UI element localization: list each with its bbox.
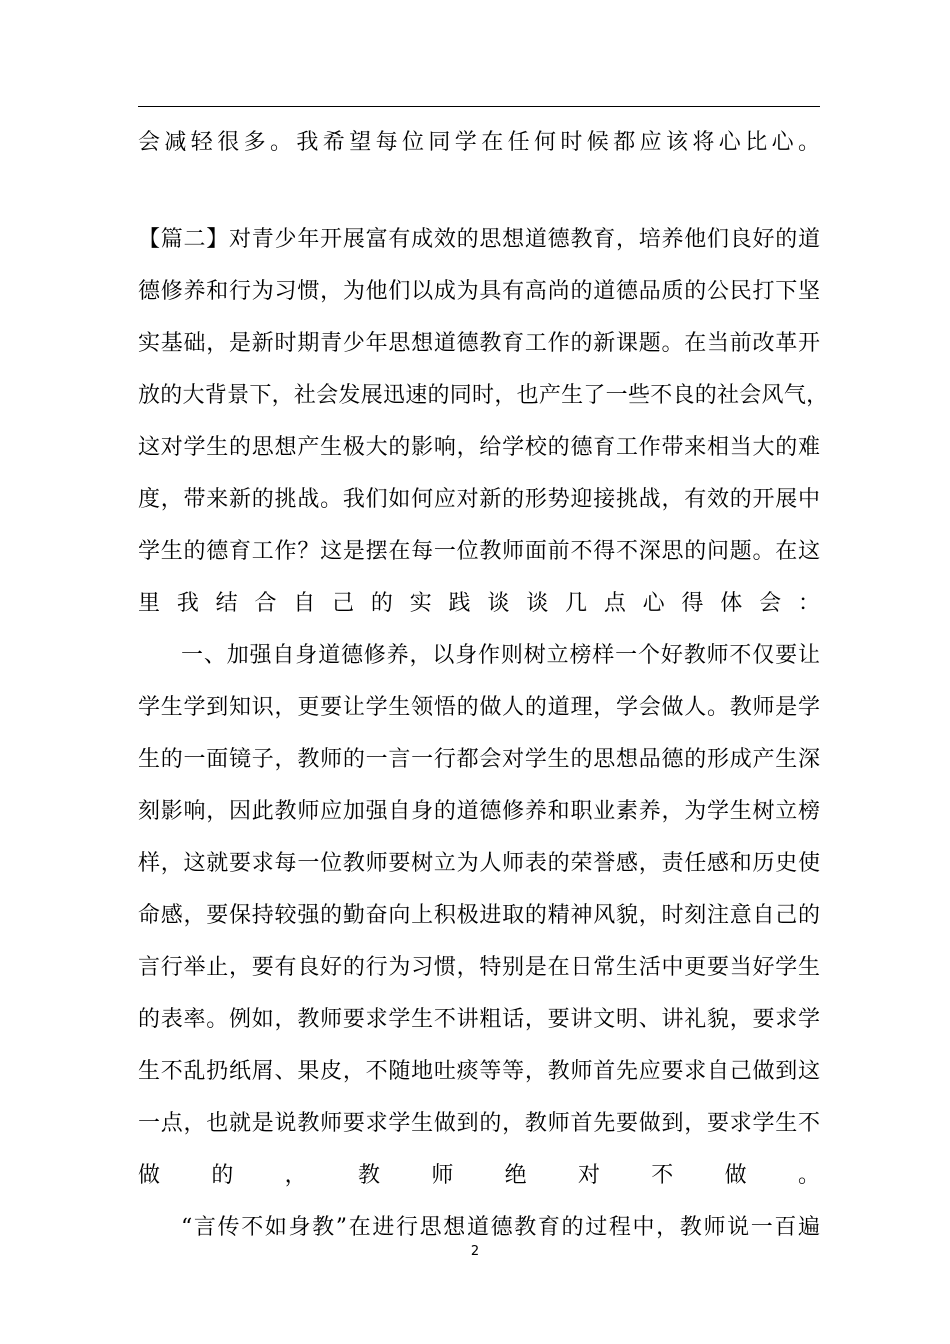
- text-line: 学生的德育工作？这是摆在每一位教师面前不得不深思的问题。在这: [138, 539, 821, 564]
- text-line: 这对学生的思想产生极大的影响，给学校的德育工作带来相当大的难: [138, 435, 821, 460]
- text-line: 度，带来新的挑战。我们如何应对新的形势迎接挑战，有效的开展中: [138, 487, 821, 512]
- header-rule: [138, 106, 820, 107]
- text-line: 德修养和行为习惯，为他们以成为具有高尚的道德品质的公民打下坚: [138, 279, 821, 304]
- text-line: 放的大背景下，社会发展迅速的同时，也产生了一些不良的社会风气，: [138, 383, 829, 408]
- text-line: 命感，要保持较强的勤奋向上积极进取的精神风貌，时刻注意自己的: [138, 903, 821, 928]
- text-line: 会减轻很多。我希望每位同学在任何时候都应该将心比心。: [138, 130, 825, 155]
- text-line: 学生学到知识，更要让学生领悟的做人的道理，学会做人。教师是学: [138, 695, 821, 720]
- text-line: 一点，也就是说教师要求学生做到的，教师首先要做到，要求学生不: [138, 1111, 821, 1136]
- text-line: 做的，教师绝对不做。: [138, 1163, 872, 1188]
- text-line: 的表率。例如，教师要求学生不讲粗话，要讲文明、讲礼貌，要求学: [138, 1007, 821, 1032]
- text-line: 言行举止，要有良好的行为习惯，特别是在日常生活中更要当好学生: [138, 955, 821, 980]
- text-line: 一、加强自身道德修养，以身作则树立榜样一个好教师不仅要让: [181, 643, 821, 668]
- text-line: 【篇二】对青少年开展富有成效的思想道德教育，培养他们良好的道: [138, 227, 821, 252]
- text-line: 里我结合自己的实践谈谈几点心得体会：: [138, 591, 837, 616]
- text-line: 实基础，是新时期青少年思想道德教育工作的新课题。在当前改革开: [138, 331, 821, 356]
- text-line: 生的一面镜子，教师的一言一行都会对学生的思想品德的形成产生深: [138, 747, 821, 772]
- text-line: 刻影响，因此教师应加强自身的道德修养和职业素养，为学生树立榜: [138, 799, 821, 824]
- text-line: 生不乱扔纸屑、果皮，不随地吐痰等等，教师首先应要求自己做到这: [138, 1059, 821, 1084]
- text-line: 样，这就要求每一位教师要树立为人师表的荣誉感，责任感和历史使: [138, 851, 821, 876]
- text-line: “言传不如身教”在进行思想道德教育的过程中，教师说一百遍: [181, 1215, 822, 1240]
- page-number: 2: [470, 1244, 480, 1259]
